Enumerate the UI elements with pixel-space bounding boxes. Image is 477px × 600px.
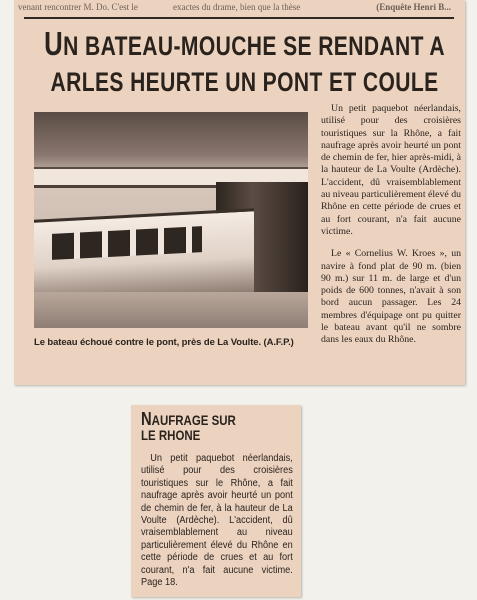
small-article-body [141, 453, 293, 589]
small-headline-line-1: AUFRAGE SUR [151, 412, 236, 428]
article-body [321, 103, 461, 357]
news-photo [34, 112, 308, 328]
article-paragraph-1: Un petit paquebot néerlandais, utilisé pour des croisières touristiques sur la Rhône, a fait naufrage après avoir heurté un pont de chemin de fer, hier après-midi, à la hauteur de La Voulte (Ardèche). L'accident, dû vraisemblablement au niveau particulièrement élevé du Rhône en cette période de crues et au fort courant, n'a fait aucune victime. [321, 103, 461, 237]
top-fragment-left: venant rencontrer M. Do. C'est le [18, 2, 138, 12]
small-article-paragraph: Un petit paquebot néerlandais, utilisé pour des croisières touristiques sur le Rhône, a fait naufrage après avoir heurté un pont de chemin de fer, à la hauteur de La Voulte (Ardèche). L'accident, dû vraisemblablement au niveau particulièrement élevé du Rhône en cette période de crues et au fort courant, n'a fait aucune victime. Page 18. [141, 453, 293, 589]
top-fragment-right: (Enquête Henri B... [376, 2, 451, 12]
small-headline-initial: N [141, 409, 152, 429]
headline-line-1 [32, 26, 457, 64]
main-clipping [14, 0, 465, 385]
small-headline-line-2: LE RHONE [141, 427, 201, 443]
headline-initial: U [44, 25, 64, 62]
photo-caption: Le bateau échoué contre le pont, près de La Voulte. (A.F.P.) [34, 337, 294, 348]
top-text-fragments [18, 2, 461, 14]
top-fragment-middle: exactes du drame, bien que la thèse [173, 2, 301, 12]
headline-line-1-text: N BATEAU-MOUCHE SE RENDANT A [63, 31, 445, 61]
headline-line-2: ARLES HEURTE UN PONT ET COULE [50, 67, 439, 97]
top-rule [24, 17, 454, 19]
photo-water [34, 292, 308, 328]
headline [32, 26, 457, 100]
small-headline [141, 409, 293, 443]
article-paragraph-2: Le « Cornelius W. Kroes », un navire à fond plat de 90 m. (bien 90 m.) sur 11 m. de large et d'un poids de 600 tonnes, n'avait à son bord aucun passager. Les 24 membres d'équipage ont pu quitter le bateau avant qu'il ne sombre dans les eaux du Rhône. [321, 248, 461, 346]
small-clipping [131, 405, 301, 597]
